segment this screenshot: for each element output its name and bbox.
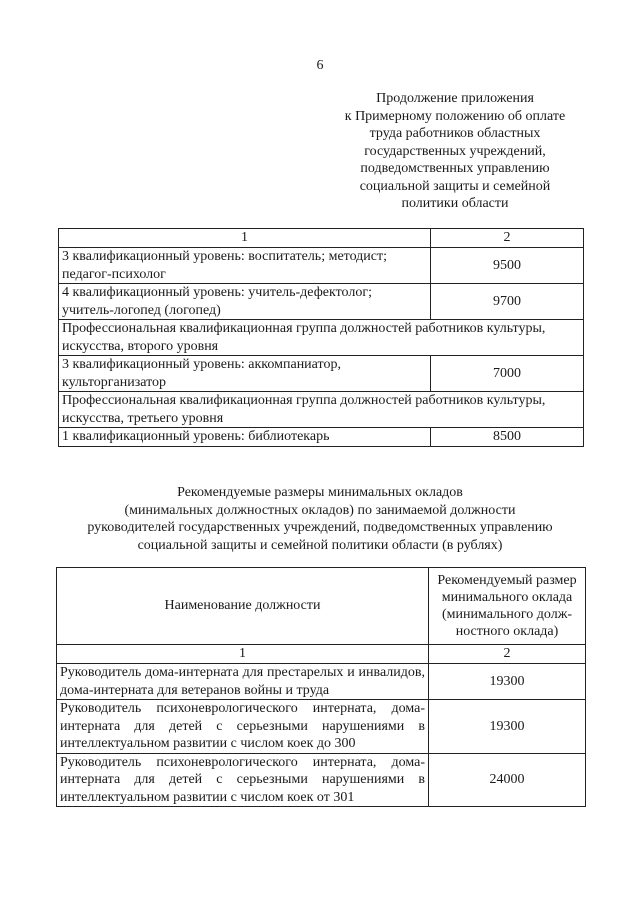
appendix-heading <box>330 90 580 213</box>
salary-value: 19300 <box>429 664 586 700</box>
table-row <box>59 284 584 320</box>
table-row <box>57 753 586 807</box>
qualification-level: 3 квалификационный уровень: аккомпаниатор, культорганизатор <box>59 356 431 392</box>
salary-table-continued <box>58 228 584 447</box>
position-name: Руководитель дома-интерната для престарелых и инвалидов, дома-интерната для ветеранов войны и труда <box>57 664 429 700</box>
salary-header <box>429 568 586 645</box>
manager-salary-table <box>56 567 586 807</box>
column-number-2: 2 <box>429 645 586 664</box>
salary-value: 9500 <box>431 248 584 284</box>
table-row <box>59 356 584 392</box>
salary-header-line: (минимального долж- <box>441 607 573 622</box>
section-title-line: руководителей государственных учреждений, подведомственных управлению <box>87 520 553 535</box>
position-name: Руководитель психоневрологического интерната, дома-интерната для детей с серьезными нарушениями в интеллектуальном развитии с числом коек до 300 <box>57 700 429 754</box>
column-number-1: 1 <box>57 645 429 664</box>
section-title-line: Рекомендуемые размеры минимальных окладов <box>177 485 463 500</box>
section-title-line: (минимальных должностных окладов) по занимаемой должности <box>124 502 516 518</box>
qualification-group: Профессиональная квалификационная группа должностей работников культуры, искусства, второго уровня <box>59 320 584 356</box>
heading-line: государственных учреждений, <box>364 143 546 159</box>
position-name: Руководитель психоневрологического интерната, дома-интерната для детей с серьезными нарушениями в интеллектуальном развитии с числом коек от 301 <box>57 753 429 807</box>
heading-line: к Примерному положению об оплате <box>344 108 566 124</box>
heading-line: политики области <box>401 196 509 211</box>
section-title <box>40 484 600 554</box>
table-row <box>57 664 586 700</box>
qualification-level: 3 квалификационный уровень: воспитатель; методист; педагог-психолог <box>59 248 431 284</box>
column-number-2: 2 <box>431 229 584 248</box>
salary-value: 7000 <box>431 356 584 392</box>
heading-line: Продолжение приложения <box>376 91 534 106</box>
salary-value: 19300 <box>429 700 586 754</box>
group-row <box>59 392 584 428</box>
salary-header-line: Рекомендуемый размер <box>437 573 577 588</box>
qualification-level: 4 квалификационный уровень: учитель-дефектолог; учитель-логопед (логопед) <box>59 284 431 320</box>
salary-value: 8500 <box>431 428 584 447</box>
salary-header-line: ностного оклада) <box>455 624 559 639</box>
position-name-header: Наименование должности <box>57 568 429 645</box>
heading-line: социальной защиты и семейной <box>359 178 551 194</box>
group-row <box>59 320 584 356</box>
table-header-row <box>57 568 586 645</box>
table-row <box>59 248 584 284</box>
section-title-line: социальной защиты и семейной политики области (в рублях) <box>137 537 503 553</box>
table-header-row <box>59 229 584 248</box>
column-number-row <box>57 645 586 664</box>
heading-line: подведомственных управлению <box>360 161 550 176</box>
column-number-1: 1 <box>59 229 431 248</box>
table-row <box>57 700 586 754</box>
salary-value: 24000 <box>429 753 586 807</box>
page-number: 6 <box>316 58 324 73</box>
qualification-group: Профессиональная квалификационная группа должностей работников культуры, искусства, третьего уровня <box>59 392 584 428</box>
salary-value: 9700 <box>431 284 584 320</box>
qualification-level: 1 квалификационный уровень: библиотекарь <box>59 428 431 447</box>
heading-line: труда работников областных <box>369 126 541 141</box>
table-row <box>59 428 584 447</box>
salary-header-line: минимального оклада <box>441 590 573 605</box>
